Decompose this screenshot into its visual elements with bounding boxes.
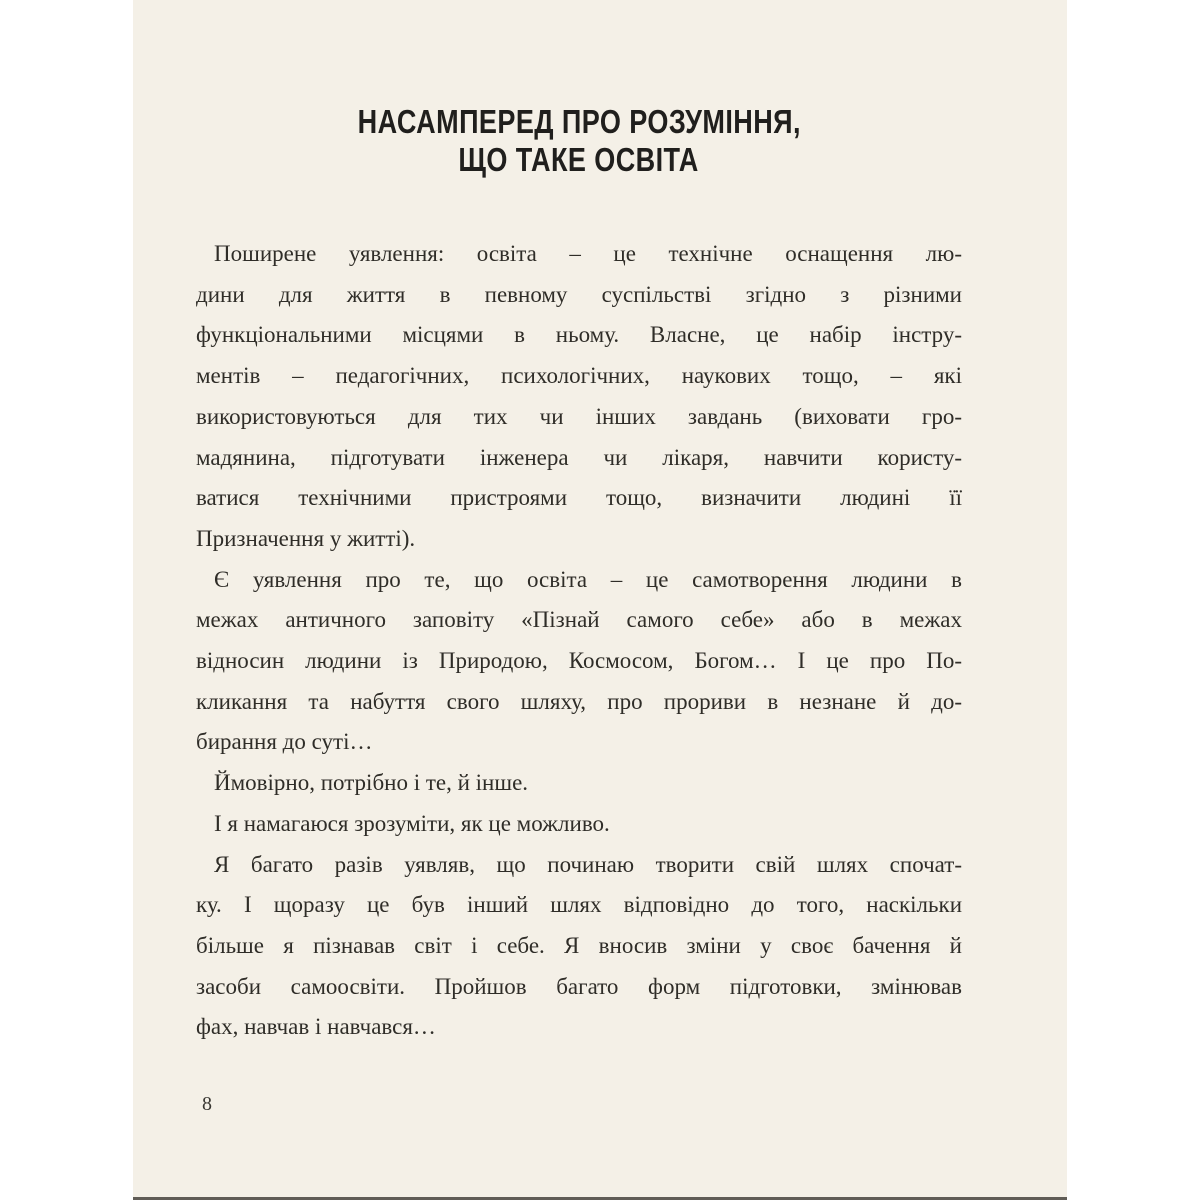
body-text [196,234,962,1048]
text-line: межах античного заповіту «Пізнай самого себе» або в межах [196,607,962,633]
text-line: кликання та набуття свого шляху, про прориви в незнане й до- [196,688,962,714]
chapter-title-line-1: НАСАМПЕРЕД ПРО РОЗУМІННЯ, [357,103,801,140]
text-line: ватися технічними пристроями тощо, визначити людині її [196,485,962,511]
text-line: відносин людини із Природою, Космосом, Богом… І це про По- [196,648,962,674]
page-number: 8 [202,1093,212,1115]
text-line: функціональними місцями в ньому. Власне, це набір інстру- [196,322,962,348]
paragraph [196,560,962,764]
text-line: дини для життя в певному суспільстві згідно з різними [196,281,962,307]
text-line: бирання до суті… [196,729,373,755]
text-line: засоби самоосвіти. Пройшов багато форм підготовки, змінював [196,973,962,999]
text-line: фах, навчав і навчався… [196,1014,436,1040]
paragraph [196,804,962,845]
paragraph [196,234,962,560]
text-line: І я намагаюся зрозуміти, як це можливо. [214,810,610,836]
text-line: Я багато разів уявляв, що починаю творити свій шлях спочат- [214,851,962,877]
text-line: ку. І щоразу це був інший шлях відповідно до того, наскільки [196,892,962,918]
text-line: Ймовірно, потрібно і те, й інше. [214,770,529,796]
chapter-title [196,103,962,179]
text-line: мадянина, підготувати інженера чи лікаря, навчити користу- [196,444,962,470]
text-line: Поширене уявлення: освіта – це технічне оснащення лю- [214,241,962,266]
paragraph [196,763,962,804]
text-line: більше я пізнавав світ і себе. Я вносив зміни у своє бачення й [196,932,962,958]
paragraph [196,845,962,1049]
book-page [133,0,1067,1200]
chapter-title-line-2: ЩО ТАКЕ ОСВІТА [458,141,700,178]
text-line: Призначення у житті). [196,525,416,551]
text-line: ментів – педагогічних, психологічних, наукових тощо, – які [196,363,962,389]
text-line: використовуються для тих чи інших завдань (виховати гро- [196,403,962,429]
text-line: Є уявлення про те, що освіта – це самотворення людини в [214,566,962,592]
